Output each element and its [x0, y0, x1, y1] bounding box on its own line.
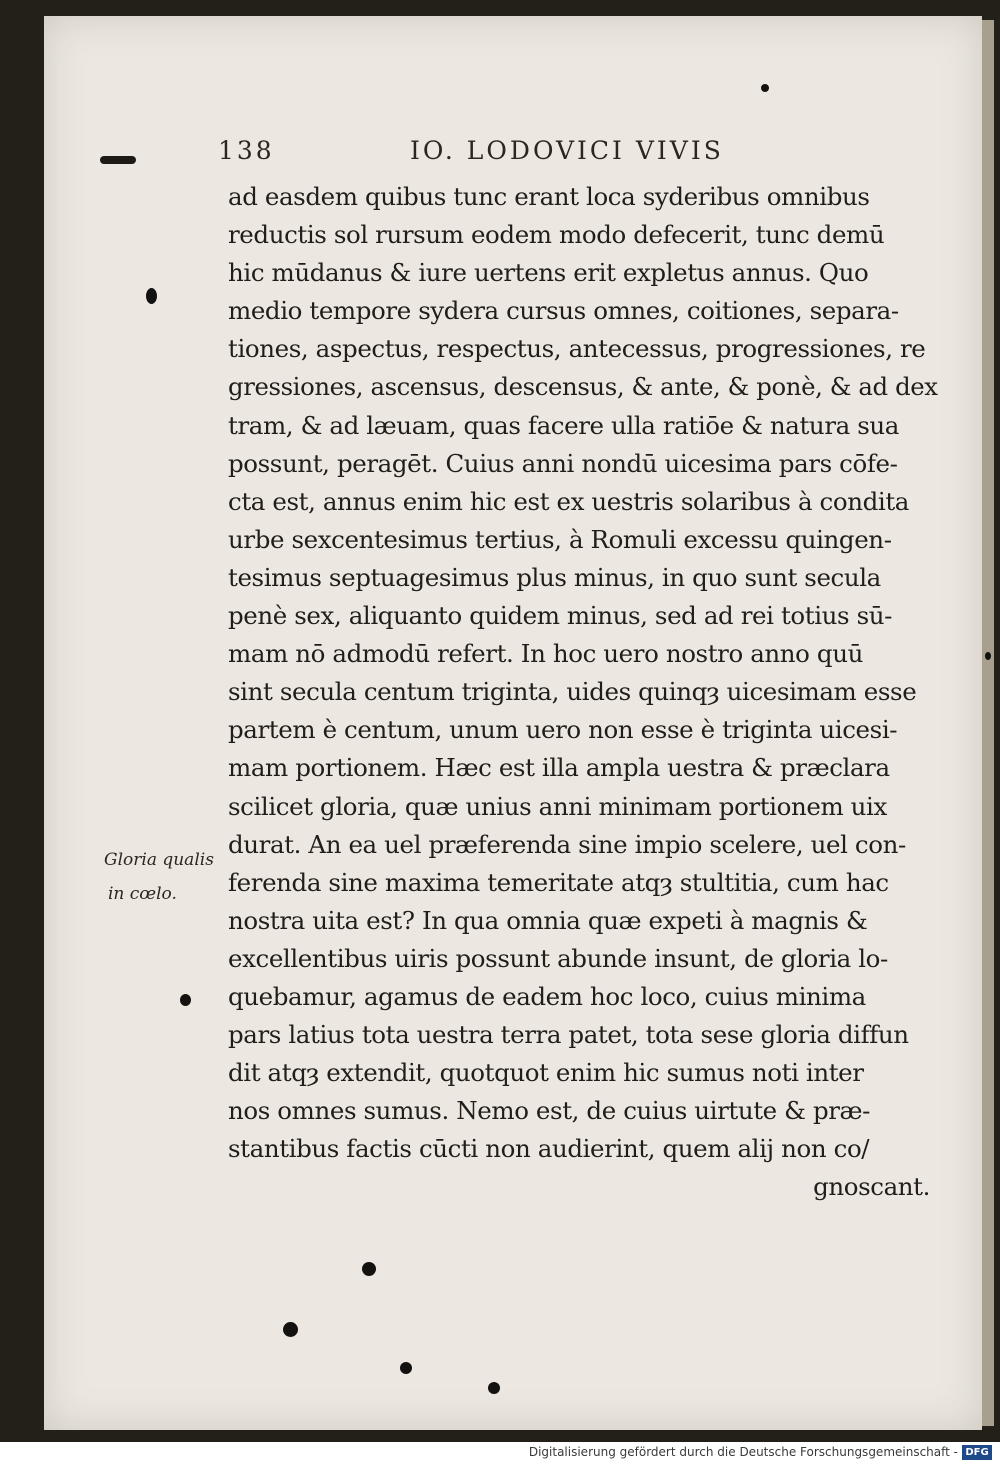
text-line: cta est, annus enim hic est ex uestris solaribus à condita [228, 486, 909, 516]
ink-blot [400, 1362, 412, 1374]
text-line: excellentibus uiris possunt abunde insunt, de gloria lo- [228, 943, 888, 973]
page-number: 138 [218, 136, 275, 165]
text-line: mam portionem. Hæc est illa ampla uestra & præclara [228, 753, 890, 783]
ink-blot [488, 1382, 500, 1394]
ink-blot [146, 288, 157, 304]
text-line: pars latius tota uestra terra patet, tota sese gloria diffun [228, 1020, 909, 1050]
ink-blot [283, 1322, 298, 1337]
text-line: scilicet gloria, quæ unius anni minimam portionem uix [228, 791, 887, 821]
text-line: stantibus factis cūcti non audierint, quem alij non co/ [228, 1134, 870, 1164]
dfg-logo: DFG [962, 1445, 992, 1460]
ink-blot [985, 652, 991, 660]
text-line: mam nō admodū refert. In hoc uero nostro anno quū [228, 639, 863, 669]
catchword-line: gnoscant. [813, 1172, 930, 1202]
marginal-note-line-2: in cœlo. [108, 884, 177, 904]
text-line: durat. An ea uel præferenda sine impio scelere, uel con- [228, 829, 906, 859]
funding-credit: Digitalisierung gefördert durch die Deutsche Forschungsgemeinschaft - [528, 1445, 958, 1459]
text-line: hic mūdanus & iure uertens erit expletus annus. Quo [228, 258, 869, 288]
text-line: penè sex, aliquanto quidem minus, sed ad rei totius sū- [228, 601, 893, 631]
text-line: nos omnes sumus. Nemo est, de cuius uirtute & præ- [228, 1096, 871, 1126]
text-line: sint secula centum triginta, uides quinqȝ uicesimam esse [228, 677, 917, 707]
text-line: urbe sexcentesimus tertius, à Romuli excessu quingen- [228, 524, 892, 554]
text-line: dit atqȝ extendit, quotquot enim hic sumus noti inter [228, 1058, 864, 1088]
footer-bar [0, 1442, 1000, 1464]
text-line: quebamur, agamus de eadem hoc loco, cuius minima [228, 981, 866, 1011]
ink-blot [761, 84, 769, 92]
ink-dash-mark [100, 156, 136, 164]
ink-blot [362, 1262, 376, 1276]
running-head-title: IO. LODOVICI VIVIS [410, 136, 724, 165]
text-line: possunt, peragēt. Cuius anni nondū uicesima pars cōfe- [228, 448, 898, 478]
text-line: medio tempore sydera cursus omnes, coitiones, separa- [228, 296, 899, 326]
text-line: gressiones, ascensus, descensus, & ante, & ponè, & ad dex [228, 372, 938, 402]
text-line: tram, & ad læuam, quas facere ulla ratiōe & natura sua [228, 410, 899, 440]
text-line: reductis sol rursum eodem modo defecerit, tunc demū [228, 220, 885, 250]
body-text [228, 178, 938, 1207]
page-edge [982, 20, 994, 1426]
text-line: tesimus septuagesimus plus minus, in quo sunt secula [228, 562, 881, 592]
text-line: tiones, aspectus, respectus, antecessus, progressiones, re [228, 334, 926, 364]
text-line: partem è centum, unum uero non esse è triginta uicesi- [228, 715, 898, 745]
marginal-note-line-1: Gloria qualis [104, 850, 214, 870]
text-line: ferenda sine maxima temeritate atqȝ stultitia, cum hac [228, 867, 889, 897]
ink-blot [180, 994, 191, 1006]
text-line: ad easdem quibus tunc erant loca syderibus omnibus [228, 182, 870, 211]
text-line: nostra uita est? In qua omnia quæ expeti à magnis & [228, 905, 868, 935]
